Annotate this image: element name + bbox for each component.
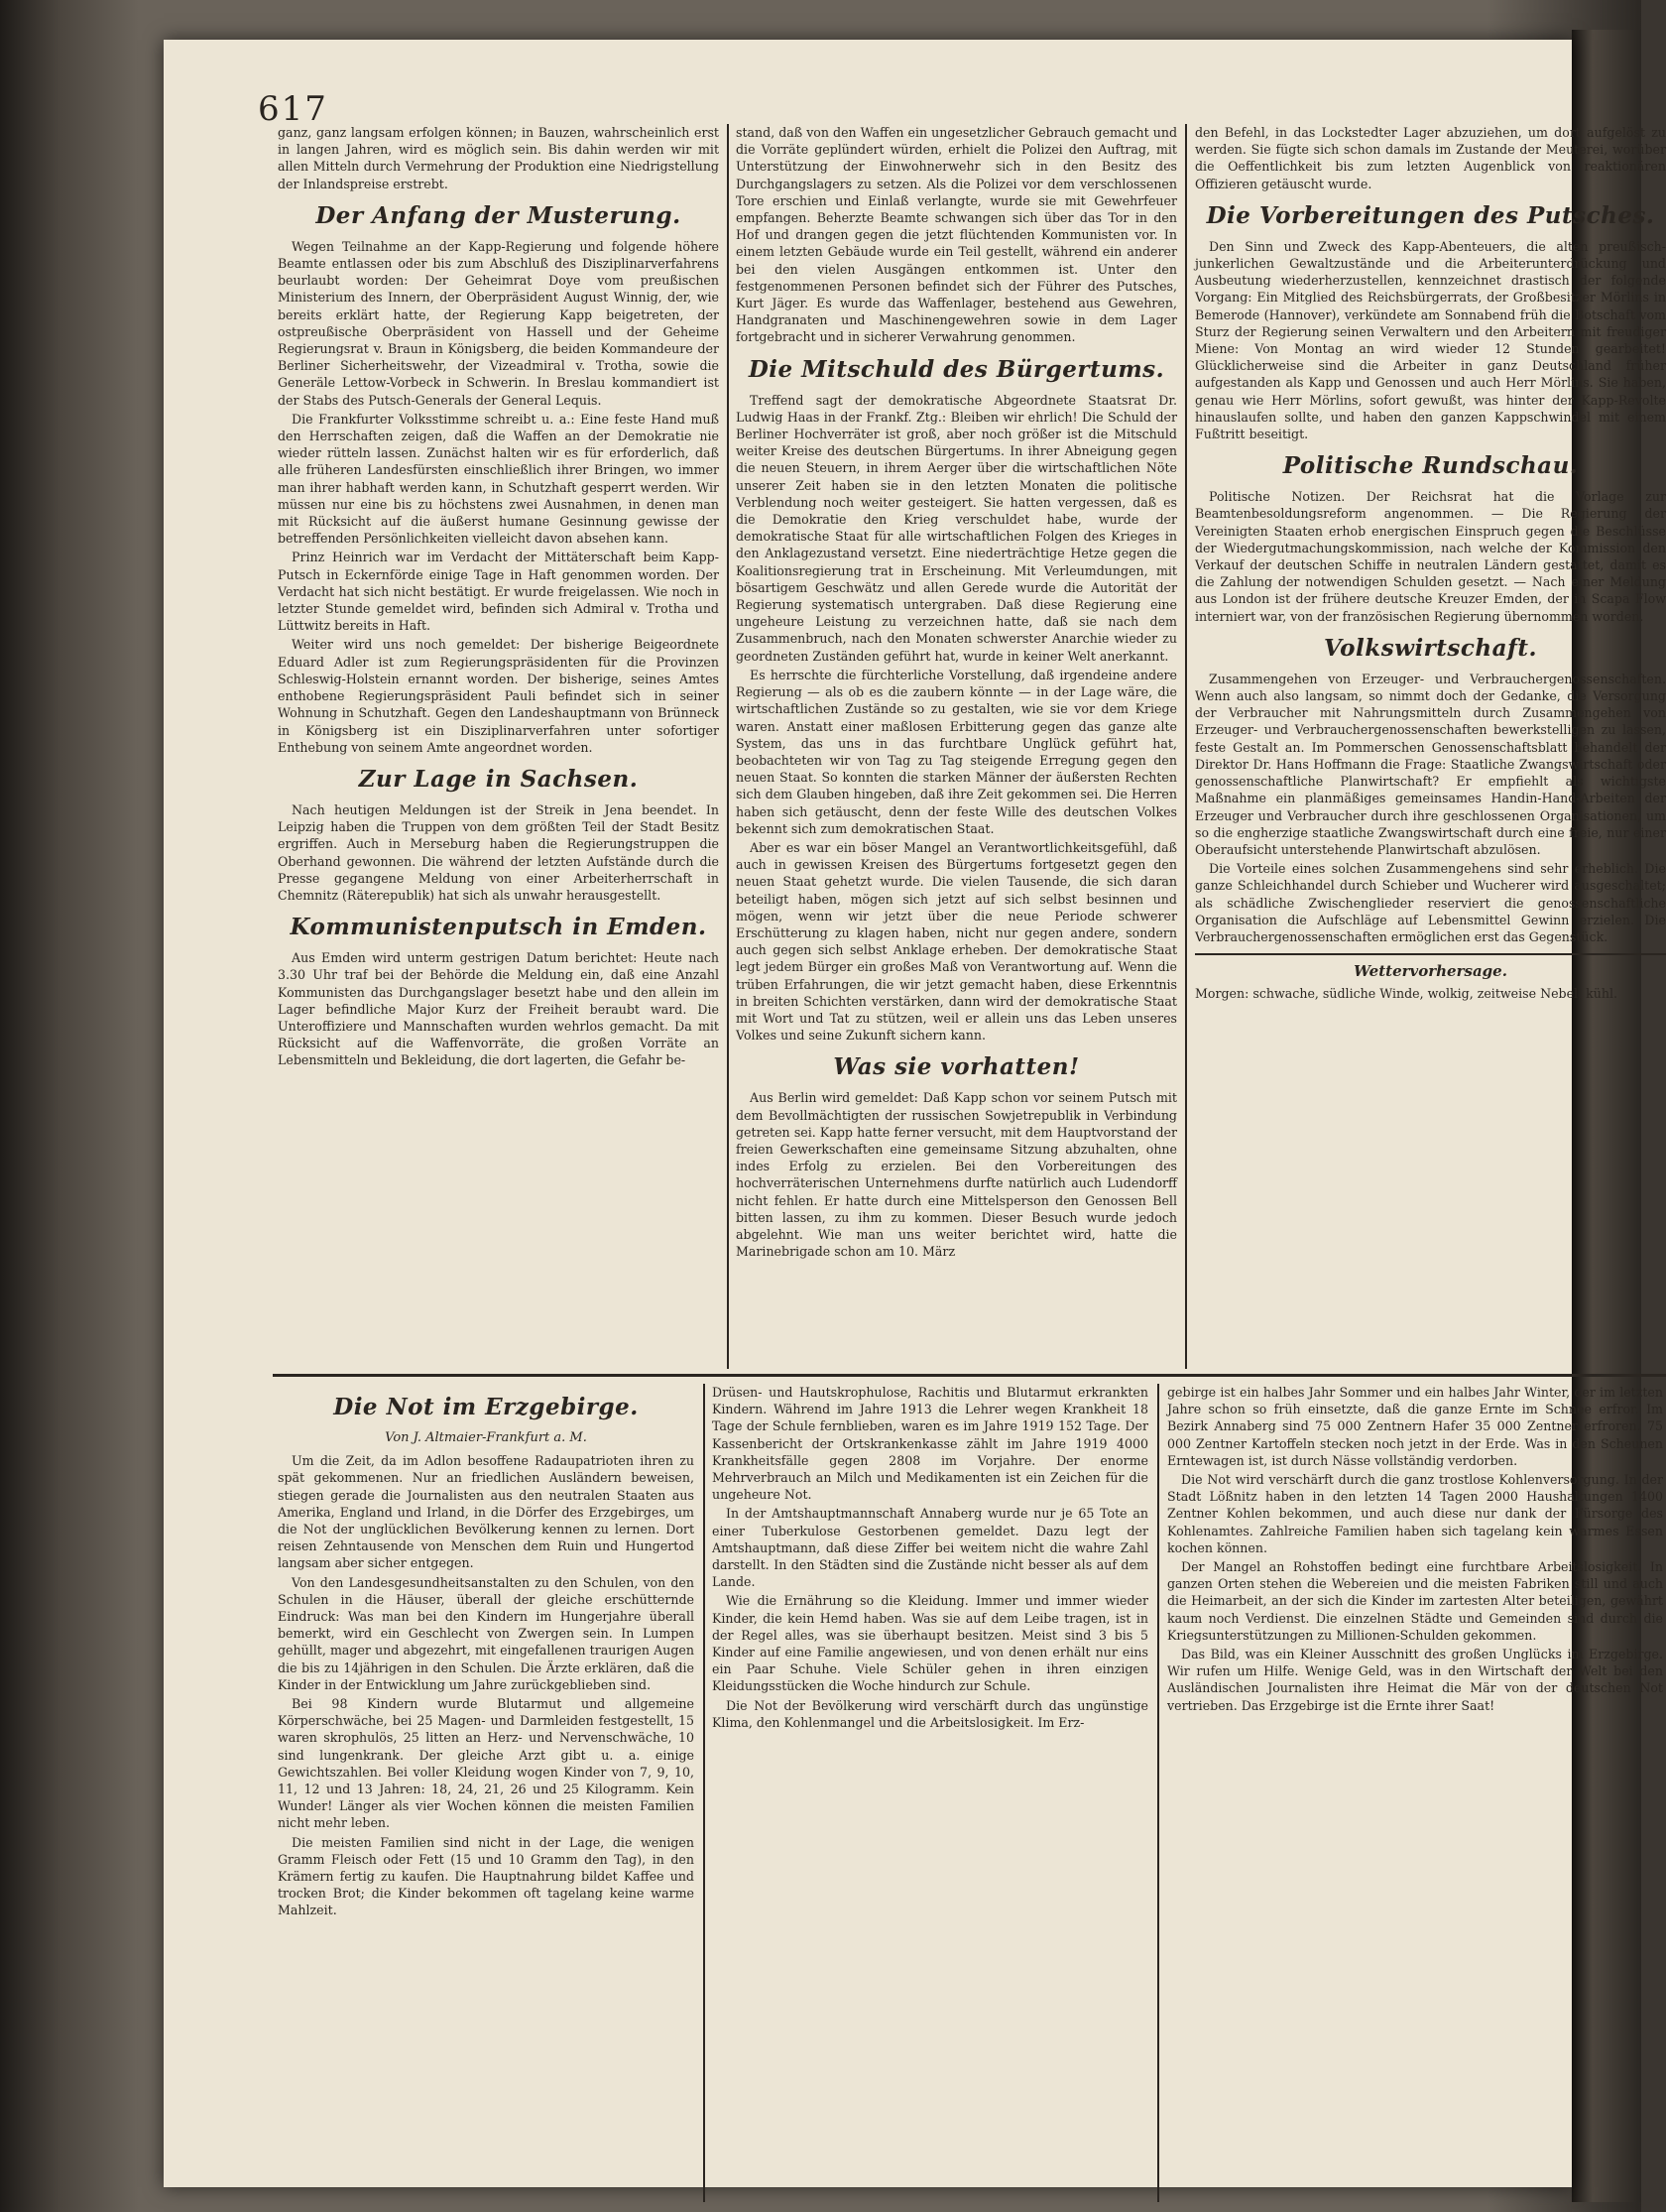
column-rule-1	[727, 124, 729, 1369]
paragraph: Weiter wird uns noch gemeldet: Der bisherige Beigeordnete Eduard Adler ist zum Regierungspräsidenten für die Provinzen Schleswig-Holstein ernannt worden. Der bisherige, seines Amtes enthobene Regierungspräsident Pauli befindet sich in seiner Wohnung in Schutzhaft. Gegen den Landeshauptmann von Brünneck in Königsberg ist ein Disziplinarverfahren unter sofortiger Enthebung von seinem Amte angeordnet worden.	[278, 637, 719, 755]
headline-vorhatten: Was sie vorhatten!	[833, 1053, 1080, 1081]
paragraph: Zusammengehen von Erzeuger- und Verbrauchergenossenschaften. Wenn auch also langsam, so nimmt doch der Gedanke, die Versorgung der Verbraucher mit Nahrungsmitteln durch Zusammengehen von Erzeuger- und Verbrauchergenossenschaften bewerkstelligen zu lassen, feste Gestalt an. Im Pommerschen Genossenschaftsblatt behandelt der Direktor Dr. Hans Hoffmann die Frage: Staatliche Zwangswirtschaft oder genossenschaftliche Planwirtschaft? Er empfiehlt als wichtigste Maßnahme ein planmäßiges gemeinsames Handin-Hand-Arbeiten der Erzeuger und Verbraucher durch ihre geschlossenen Organisationen, um so die engherzige staatliche Zwangswirtschaft durch eine freie, nur einer Oberaufsicht unterstehende Planwirtschaft abzulösen.	[1195, 671, 1666, 857]
article-column-3	[1195, 124, 1666, 1369]
feature-column-2	[712, 1384, 1148, 2202]
weather-text: Morgen: schwache, südliche Winde, wolkig, zeitweise Nebel, kühl.	[1195, 986, 1617, 1002]
headline-emden: Kommunistenputsch in Emden.	[290, 914, 707, 941]
weather-box	[1195, 953, 1666, 1002]
paragraph: Um die Zeit, da im Adlon besoffene Radaupatrioten ihren zu spät gekommenen. Nur an friedlichen Ausländern beweisen, stiegen gerade die Journalisten aus den neutralen Staaten aus Amerika, England und Irland, in die Dörfer des Erzgebirges, um die Not der unglücklichen Bevölkerung kennen zu lernen. Dort reisen Zehntausende von Menschen dem Ruin und Hungertod langsam aber sicher entgegen.	[278, 1453, 694, 1571]
paragraph: Prinz Heinrich war im Verdacht der Mittäterschaft beim Kapp-Putsch in Eckernförde einige Tage in Haft genommen worden. Der Verdacht hat sich nicht bestätigt. Er wurde freigelassen. Wie noch in letzter Stunde gemeldet wird, befinden sich Admiral v. Trotha und Lüttwitz bereits in Haft.	[278, 550, 719, 634]
headline-mitschuld: Die Mitschuld des Bürgertums.	[748, 355, 1165, 383]
paragraph: Drüsen- und Hautskrophulose, Rachitis und Blutarmut erkrankten Kindern. Während im Jahre 1913 die Lehrer wegen Krankheit 18 Tage der Schule fernblieben, waren es im Jahre 1919 152 Tage. Der Kassenbericht der Ortskrankenkasse zählt im Jahre 1919 4000 Krankheitsfälle gegen 2808 im Vorjahre. Der enorme Mehrverbrauch an Milch und Medikamenten ist ein Zeichen für die ungeheure Not.	[712, 1385, 1148, 1503]
paragraph: Von den Landesgesundheitsanstalten zu den Schulen, von den Schulen in die Häuser, überall der gleiche erschütternde Eindruck: Was man bei den Kindern im Hungerjahre überall bemerkt, wird ein Geschlecht von Zwergen sein. In Lumpen gehüllt, mager und abgezehrt, mit eingefallenen traurigen Augen die bis zu 14jährigen in den Schulen. Die Ärzte erklären, daß die Kinder in der Entwicklung um Jahre zurückgeblieben sind.	[278, 1574, 694, 1692]
byline: Von J. Altmaier-Frankfurt a. M.	[385, 1430, 587, 1445]
headline-wetter: Wettervorhersage.	[1354, 962, 1507, 981]
newspaper-page	[164, 40, 1666, 2187]
paragraph: Aus Emden wird unterm gestrigen Datum berichtet: Heute nach 3.30 Uhr traf bei der Behörde die Meldung ein, daß eine Anzahl Kommunisten das Durchgangslager besetzt habe und den allein im Lager befindliche Major Kurz der Freiheit beraubt ward. Die Unteroffiziere und Mannschaften wurden wehrlos gemacht. Da mit Rücksicht auf die Waffenvorräte, die großen Vorräte an Lebensmitteln und Bekleidung, die dort lagerten, die Gefahr be-	[278, 950, 719, 1068]
article-column-1	[278, 124, 719, 1369]
headline-vorbereitungen: Die Vorbereitungen des Putsches.	[1206, 201, 1655, 229]
headline-rundschau: Politische Rundschau.	[1282, 452, 1579, 480]
headline-musterung: Der Anfang der Musterung.	[315, 201, 681, 229]
paragraph: Das Bild, was ein Kleiner Ausschnitt des großen Unglücks im Erzgebirge. Wir rufen um Hilfe. Wenige Geld, was in den Wirtschaft der Welt bei den Ausländischen Journalisten ihre Heimat die Mär von der deutschen Not vertrieben. Das Erzgebirge ist die Ernte ihrer Saat!	[1167, 1647, 1663, 1713]
section-rule	[273, 1374, 1666, 1377]
article-column-2	[736, 124, 1177, 1369]
paragraph: In der Amtshauptmannschaft Annaberg wurde nur je 65 Tote an einer Tuberkulose Gestorbenen gemeldet. Dazu legt der Amtshauptmann, daß diese Ziffer bei weitem nicht die wahre Zahl darstellt. In den Städten sind die Zustände nicht besser als auf dem Lande.	[712, 1506, 1148, 1590]
paragraph: Die Not wird verschärft durch die ganz trostlose Kohlenversorgung. In der Stadt Lößnitz haben in den letzten 14 Tagen 2000 Haushaltungen 1400 Zentner Kohlen bekommen, und auch diese nur dank der Fürsorge des Kohlenamtes. Zahlreiche Familien haben sich tagelang kein warmes Essen kochen können.	[1167, 1472, 1663, 1555]
paragraph: Aber es war ein böser Mangel an Verantwortlichkeitsgefühl, daß auch in gewissen Kreisen des Bürgertums fortgesetzt gegen den neuen Staat gehetzt wurde. Die vielen Tausende, die sich daran beteiligt haben, mögen sich jetzt auf sich selbst besinnen und mögen, wenn wir jetzt über die neue Periode schwerer Erschütterung zu klagen haben, nicht nur gegen andere, sondern auch gegen sich selbst Anklage erheben. Der demokratische Staat legt jedem Bürger ein großes Maß von Verantwortung auf. Wenn die trüben Erfahrungen, die wir jetzt gemacht haben, diese Erkenntnis in breiten Schichten verstärken, dann wird der demokratische Staat mit Wort und Tat zu stützen, weil er allein uns das Leben unseres Volkes und seine Zukunft sichern kann.	[736, 839, 1177, 1044]
column-rule-2	[1185, 124, 1187, 1369]
feature-column-1	[278, 1384, 694, 2202]
paragraph: Die Frankfurter Volksstimme schreibt u. a.: Eine feste Hand muß den Herrschaften zeigen, daß die Waffen an der Demokratie nie wieder rütteln lassen. Zunächst halten wir es für erforderlich, daß alle früheren Landesfürsten einschließlich ihrer Bringen, wo immer man ihrer habhaft werden kann, in Schutzhaft gesperrt werden. Wir müssen nur eine bis zu höchstens zwei Ausnahmen, in denen man mit Rücksicht auf die äußerst humane Gesinnung gewisse der betreffenden Persönlichkeiten vielleicht davon absehen kann.	[278, 411, 719, 547]
paragraph: ganz, ganz langsam erfolgen können; in Bauzen, wahrscheinlich erst in langen Jahren, wird es möglich sein. Bis dahin werden wir mit allen Mitteln durch Vermehrung der Produktion eine Niedrigstellung der Inlandspreise erstrebt.	[278, 125, 719, 191]
paragraph: Die Not der Bevölkerung wird verschärft durch das ungünstige Klima, den Kohlenmangel und die Arbeitslosigkeit. Im Erz-	[712, 1697, 1148, 1730]
paragraph: Der Mangel an Rohstoffen bedingt eine furchtbare Arbeitslosigkeit. In ganzen Orten stehen die Webereien und die meisten Fabriken still und auch die Heimarbeit, an der sich die Kinder im zartesten Alter beteiligen, gewährt kaum noch Verdienst. Die einzelnen Städte und Gemeinden sind durch die Kriegsunterstützungen zu Millionen-Schulden gekommen.	[1167, 1559, 1663, 1643]
paragraph: gebirge ist ein halbes Jahr Sommer und ein halbes Jahr Winter, der im letzten Jahre schon so früh einsetzte, daß die ganze Ernte im Schnee erfror. Im Bezirk Annaberg sind 75 000 Zentnern Hafer 35 000 Zentner erfroren. 75 000 Zentner Kartoffeln stecken noch jetzt in der Erde. Was in den Scheunen Erntewagen ist, ist durch Nässe vollständig verdorben.	[1167, 1385, 1663, 1468]
headline-sachsen: Zur Lage in Sachsen.	[358, 765, 639, 793]
paragraph: Bei 98 Kindern wurde Blutarmut und allgemeine Körperschwäche, bei 25 Magen- und Darmleiden festgestellt, 15 waren skrophulös, 25 litten an Herz- und Nervenschwäche, 10 sind lungenkrank. Der gleiche Arzt gibt u. a. einige Gewichtszahlen. Bei voller Kleidung wogen Kinder von 7, 9, 10, 11, 12 und 13 Jahren: 18, 24, 21, 26 und 25 Kilogramm. Kein Wunder! Länger als vier Wochen können die meisten Familien nicht mehr leben.	[278, 1696, 694, 1831]
paragraph: den Befehl, in das Lockstedter Lager abzuziehen, um dort aufgelöst zu werden. Sie fügte sich schon damals im Zustande der Meuterei, worüber die Oeffentlichkeit bis zum letzten Augenblick von reaktionären Offizieren getäuscht wurde.	[1195, 125, 1666, 191]
paragraph: Den Sinn und Zweck des Kapp-Abenteuers, die alten preußisch-junkerlichen Gewaltzustände und die Arbeiterunterdrückung und Ausbeutung wiederherzustellen, kennzeichnet drastisch der folgende Vorgang: Ein Mitglied des Reichsbürgerrats, der Großbesitzer Mörlins in Bemerode (Hannover), verkündete am Sonnabend früh die Botschaft vom Sturz der Regierung seinen Verwaltern und den Arbeitern mit freudiger Miene: Von Montag an wird wieder 12 Stunden gearbeitet! Glücklicherweise sind die Arbeiter in ganz Deutschland früher aufgestanden als Kapp und Genossen und auch Herr Mörlins. Sie haben, genau wie Herr Mörlins, sofort gewußt, was hinter der Kapp-Revolte hinauslaufen sollte, und haben den ganzen Kappschwindel mit einem Fußtritt beseitigt.	[1195, 238, 1666, 442]
paragraph: Die meisten Familien sind nicht in der Lage, die wenigen Gramm Fleisch oder Fett (15 und 10 Gramm den Tag), in den Krämern fertig zu kaufen. Die Hauptnahrung bildet Kaffee und trocken Brot; die Kinder bekommen oft tagelang keine warme Mahlzeit.	[278, 1834, 694, 1918]
paragraph: Aus Berlin wird gemeldet: Daß Kapp schon vor seinem Putsch mit dem Bevollmächtigten der russischen Sowjetrepublik in Verbindung getreten sei. Kapp hatte ferner versucht, mit dem Hauptvorstand der freien Gewerkschaften eine gemeinsame Sitzung abzuhalten, ohne indes Erfolg zu erzielen. Bei den Vorbereitungen des hochverräterischen Unternehmens durfte natürlich auch Ludendorff nicht fehlen. Er hatte durch eine Mittelsperson den Genossen Bell bitten lassen, zu ihm zu kommen. Dieser Besuch wurde jedoch abgelehnt. Wie man uns weiter berichtet wird, hatte die Marinebrigade schon am 10. März	[736, 1090, 1177, 1260]
paragraph: stand, daß von den Waffen ein ungesetzlicher Gebrauch gemacht und die Vorräte geplündert würden, erhielt die Polizei den Auftrag, mit Unterstützung der Einwohnerwehr sich in den Besitz des Durchgangslagers zu setzen. Als die Polizei vor dem verschlossenen Tore erschien und Einlaß verlangte, wurde sie mit Gewehrfeuer empfangen. Beherzte Beamte schwangen sich über das Tor in den Hof und drangen gegen die jetzt flüchtenden Kommunisten vor. In einem letzten Gebäude wurde ein Teil gestellt, während ein anderer bei den vielen Ausgängen entkommen ist. Unter den festgenommenen Personen befindet sich der Führer des Putsches, Kurt Jäger. Es wurde das Waffenlager, bestehend aus Gewehren, Handgranaten und Maschinengewehren sowie in dem Lager fortgebracht und in sicherer Verwahrung genommen.	[736, 125, 1178, 345]
paragraph: Treffend sagt der demokratische Abgeordnete Staatsrat Dr. Ludwig Haas in der Frankf. Ztg.: Bleiben wir ehrlich! Die Schuld der Berliner Hochverräter ist groß, aber noch größer ist die Mitschuld weiter Kreise des deutschen Bürgertums. In ihrer Abneigung gegen die neuen Steuern, in ihrem Aerger über die wirtschaftlichen Nöte unserer Zeit haben sie in den letzten Monaten die politische Verblendung noch weiter gesteigert. Sie hatten vergessen, daß es die Demokratie den Krieg verschuldet habe, wurde der demokratische Staat für alle wirtschaftlichen Folgen des Krieges in den Anklagezustand versetzt. Eine niederträchtige Hetze gegen die Koalitionsregierung trat in Erscheinung. Mit Verleumdungen, mit bösartigem Geschwätz und allen Gerede wurde die Autorität der Regierung systematisch untergraben. Daß diese Regierung eine ungeheure Leistung zu verzeichnen hatte, daß sie nach dem Zusammenbruch, nach den Monaten schwerster Anarchie wieder zu geordneten Zuständen geführt hat, wurde in keiner Welt anerkannt.	[736, 392, 1177, 664]
paragraph: Nach heutigen Meldungen ist der Streik in Jena beendet. In Leipzig haben die Truppen von dem größten Teil der Stadt Besitz ergriffen. Auch in Merseburg haben die Regierungstruppen die Oberhand gewonnen. Die während der letzten Aufstände durch die Presse gegangene Meldung von einer Arbeiterherrschaft in Chemnitz (Räterepublik) hat sich als unwahr herausgestellt.	[278, 801, 719, 903]
column-rule-4	[1157, 1384, 1159, 2202]
paragraph: Politische Notizen. Der Reichsrat hat die Vorlage zur Beamtenbesoldungsreform angenommen. — Die Regierung der Vereinigten Staaten erhob energischen Einspruch gegen die Beschlüsse der Wiedergutmachungskommission, nach welche der Kommission den Verkauf der deutschen Schiffe in neutralen Ländern gestattet, damit es die Zahlung der notwendigen Schulden gesetzt. — Nach einer Meldung aus London ist der frühere deutsche Kreuzer Emden, der in Scapa Flow interniert war, von der französischen Regierung übernommen worden.	[1195, 489, 1666, 624]
paragraph: Wie die Ernährung so die Kleidung. Immer und immer wieder Kinder, die kein Hemd haben. Was sie auf dem Leibe tragen, ist in der Regel alles, was sie überhaupt besitzen. Meist sind 3 bis 5 Kinder auf eine Familie angewiesen, und von denen erhält nur eins ein Paar Schuhe. Viele Schüler gehen in ihren einzigen Kleidungsstücken die Woche hindurch zur Schule.	[712, 1593, 1148, 1694]
feature-column-3	[1167, 1384, 1663, 2202]
page-number: 617	[258, 89, 328, 129]
paragraph: Wegen Teilnahme an der Kapp-Regierung und folgende höhere Beamte entlassen oder bis zum Abschluß des Disziplinarverfahrens beurlaubt worden: Der Geheimrat Doye vom preußischen Ministerium des Innern, der Oberpräsident August Winnig, der, wie bereits erklärt hatte, der Regierung Kapp beigetreten, der ostpreußische Oberpräsident von Hassell und der Geheime Regierungsrat v. Braun in Königsberg, die beiden Kommandeure der Berliner Sicherheitswehr, der Vizeadmiral v. Trotha, sowie die Generäle Lettow-Vorbeck in Schwerin. In Breslau kommandiert ist der Stabs des Putsch-Generals der General Lequis.	[278, 238, 719, 408]
headline-erzgebirge: Die Not im Erzgebirge.	[333, 1394, 639, 1420]
column-rule-3	[703, 1384, 705, 2202]
paragraph: Es herrschte die fürchterliche Vorstellung, daß irgendeine andere Regierung — als ob es die zaubern könnte — in der Lage wäre, die wirtschaftlichen Zustände so zu gestalten, wie sie vor dem Kriege waren. Anstatt einer maßlosen Erbitterung gegen das ganze alte System, das uns in das furchtbare Unglück geführt hat, beobachteten wir von Tag zu Tag steigende Erregung gegen den neuen Staat. So konnten die starken Männer der äußersten Rechten sich dem Glauben hingeben, daß ihre Zeit gekommen sei. Die Herren haben sich getäuscht, denn der feste Wille des deutschen Volkes bekennt sich zum demokratischen Staat.	[736, 667, 1177, 836]
paragraph: Die Vorteile eines solchen Zusammengehens sind sehr erheblich. Die ganze Schleichhandel durch Schieber und Wucherer wird ausgeschaltet; als schädliche Zwischenglieder reserviert die genossenschaftliche Organisation die Aufschläge auf Lebensmittel Gewinn erzielen. Die Verbrauchergenossenschaften ermöglichen erst das Gegenstück.	[1195, 861, 1666, 944]
headline-volkswirtschaft: Volkswirtschaft.	[1323, 634, 1538, 662]
